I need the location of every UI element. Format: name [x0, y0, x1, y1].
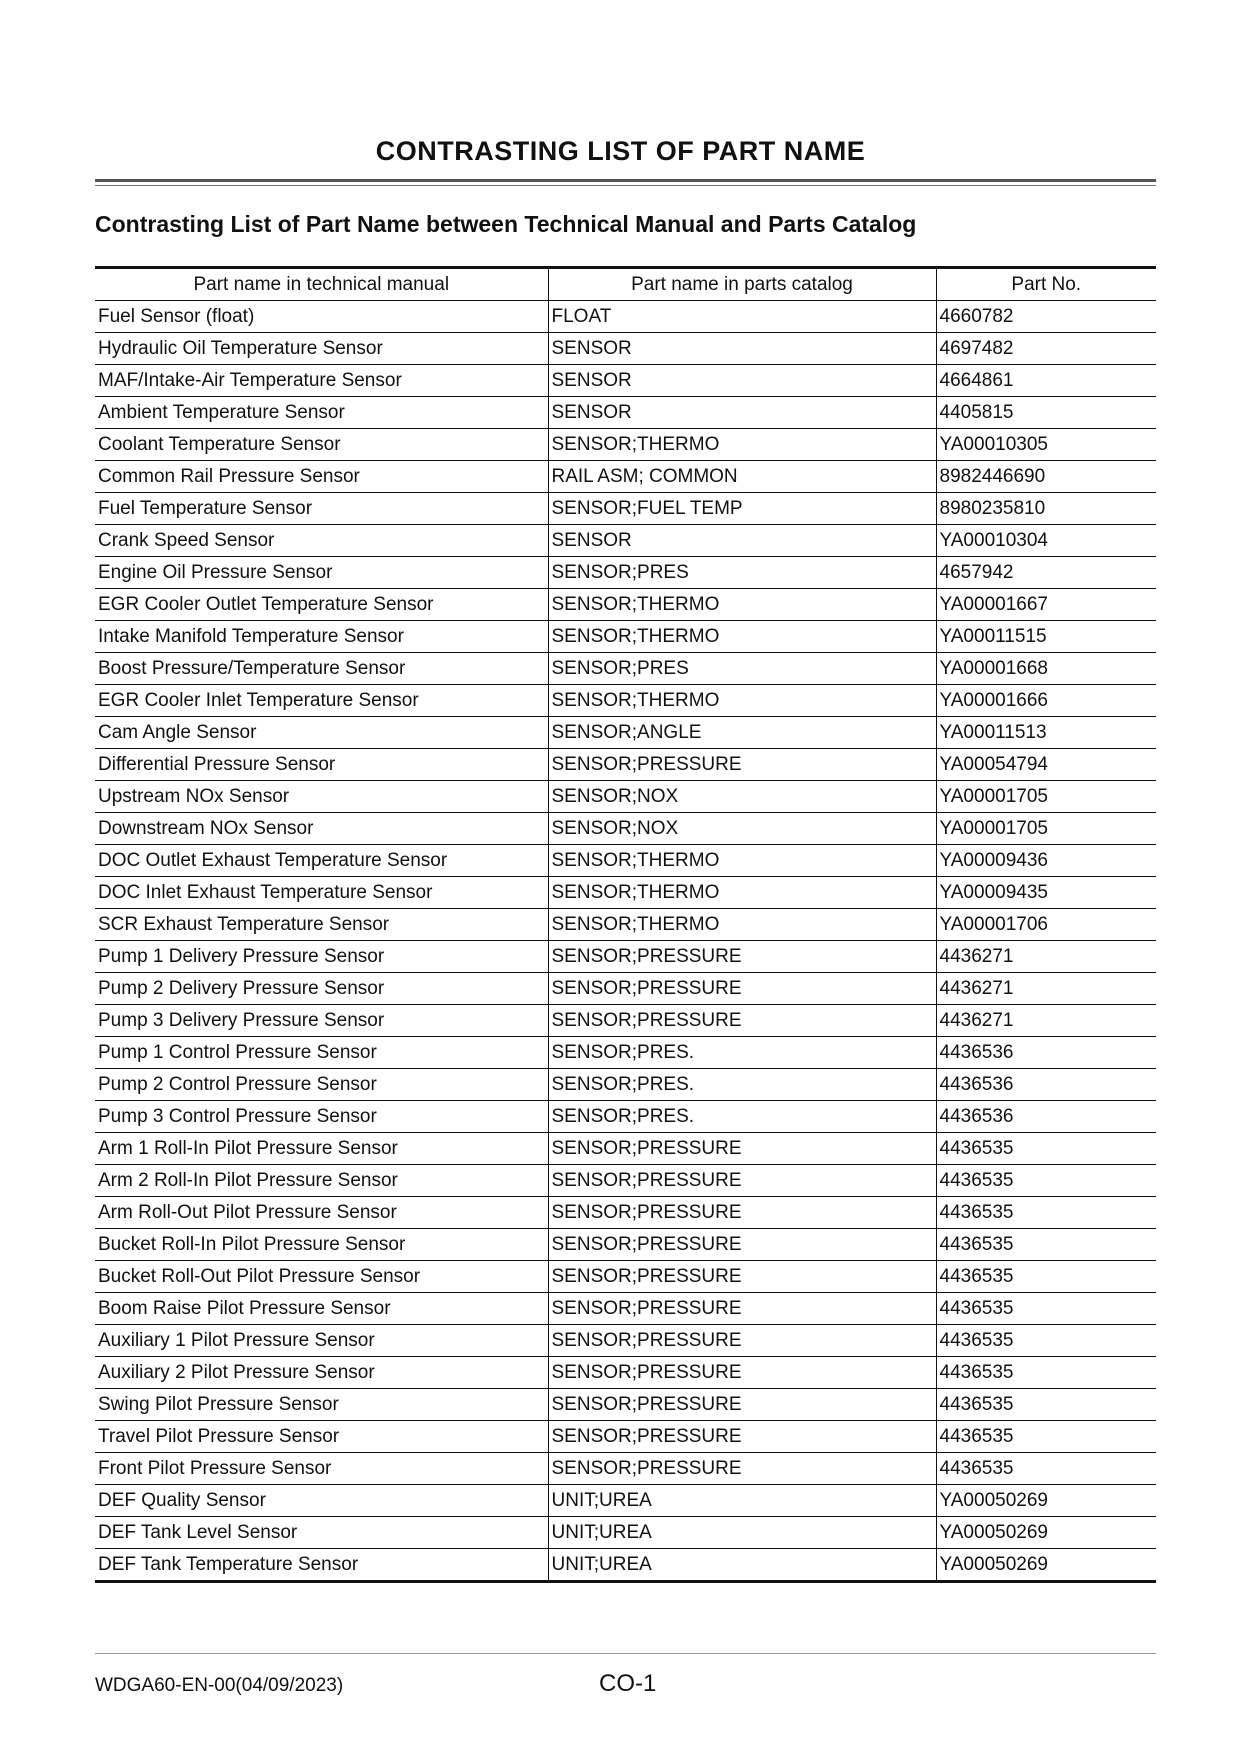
technical-manual-name-cell: Differential Pressure Sensor — [95, 749, 548, 781]
title-divider-thin — [95, 185, 1156, 186]
part-number-cell: YA00001666 — [936, 685, 1156, 717]
table-row — [95, 1133, 1156, 1165]
parts-catalog-name-cell: SENSOR;PRESSURE — [548, 1005, 936, 1037]
technical-manual-name-cell: Pump 1 Control Pressure Sensor — [95, 1037, 548, 1069]
technical-manual-name-cell: Pump 3 Delivery Pressure Sensor — [95, 1005, 548, 1037]
technical-manual-name-cell: Auxiliary 1 Pilot Pressure Sensor — [95, 1325, 548, 1357]
part-number-cell: 4436535 — [936, 1133, 1156, 1165]
parts-catalog-name-cell: SENSOR — [548, 333, 936, 365]
part-number-cell: YA00001667 — [936, 589, 1156, 621]
part-number-cell: YA00054794 — [936, 749, 1156, 781]
table-row — [95, 717, 1156, 749]
technical-manual-name-cell: Crank Speed Sensor — [95, 525, 548, 557]
table-row — [95, 365, 1156, 397]
technical-manual-name-cell: Front Pilot Pressure Sensor — [95, 1453, 548, 1485]
parts-catalog-name-cell: UNIT;UREA — [548, 1517, 936, 1549]
technical-manual-name-cell: Travel Pilot Pressure Sensor — [95, 1421, 548, 1453]
table-row — [95, 877, 1156, 909]
parts-catalog-name-cell: SENSOR;PRESSURE — [548, 1293, 936, 1325]
table-row — [95, 1549, 1156, 1582]
part-number-cell: 4664861 — [936, 365, 1156, 397]
part-number-cell: 4436271 — [936, 941, 1156, 973]
table-row — [95, 1357, 1156, 1389]
table-row — [95, 621, 1156, 653]
parts-catalog-name-cell: UNIT;UREA — [548, 1549, 936, 1582]
part-number-cell: 4436535 — [936, 1165, 1156, 1197]
page-number: CO-1 — [599, 1670, 657, 1697]
part-number-cell: YA00011515 — [936, 621, 1156, 653]
part-number-cell: YA00001706 — [936, 909, 1156, 941]
part-number-cell: 4436535 — [936, 1293, 1156, 1325]
parts-catalog-name-cell: SENSOR;PRESSURE — [548, 1261, 936, 1293]
table-row — [95, 973, 1156, 1005]
technical-manual-name-cell: Arm 2 Roll-In Pilot Pressure Sensor — [95, 1165, 548, 1197]
part-number-cell: 4697482 — [936, 333, 1156, 365]
parts-catalog-name-cell: SENSOR;PRES. — [548, 1069, 936, 1101]
technical-manual-name-cell: DOC Outlet Exhaust Temperature Sensor — [95, 845, 548, 877]
technical-manual-name-cell: Coolant Temperature Sensor — [95, 429, 548, 461]
part-number-cell: YA00001705 — [936, 781, 1156, 813]
table-row — [95, 1165, 1156, 1197]
technical-manual-name-cell: Auxiliary 2 Pilot Pressure Sensor — [95, 1357, 548, 1389]
part-number-cell: YA00011513 — [936, 717, 1156, 749]
technical-manual-name-cell: Boom Raise Pilot Pressure Sensor — [95, 1293, 548, 1325]
section-heading: Contrasting List of Part Name between Technical Manual and Parts Catalog — [95, 211, 917, 237]
table-row — [95, 1389, 1156, 1421]
table-row — [95, 397, 1156, 429]
table-row — [95, 653, 1156, 685]
parts-catalog-name-cell: SENSOR;FUEL TEMP — [548, 493, 936, 525]
table-row — [95, 1037, 1156, 1069]
parts-catalog-name-cell: SENSOR;PRESSURE — [548, 1389, 936, 1421]
table-row — [95, 493, 1156, 525]
part-number-cell: 8982446690 — [936, 461, 1156, 493]
parts-catalog-name-cell: RAIL ASM; COMMON — [548, 461, 936, 493]
part-number-cell: 4436535 — [936, 1325, 1156, 1357]
parts-catalog-name-cell: UNIT;UREA — [548, 1485, 936, 1517]
header-part-number: Part No. — [936, 268, 1156, 301]
part-number-cell: YA00001705 — [936, 813, 1156, 845]
part-number-cell: 4660782 — [936, 301, 1156, 333]
table-row — [95, 333, 1156, 365]
technical-manual-name-cell: DEF Tank Level Sensor — [95, 1517, 548, 1549]
technical-manual-name-cell: Intake Manifold Temperature Sensor — [95, 621, 548, 653]
parts-catalog-name-cell: SENSOR;THERMO — [548, 621, 936, 653]
part-number-cell: YA00009435 — [936, 877, 1156, 909]
table-row — [95, 909, 1156, 941]
table-row — [95, 749, 1156, 781]
table-row — [95, 941, 1156, 973]
table-row — [95, 525, 1156, 557]
parts-catalog-name-cell: SENSOR — [548, 525, 936, 557]
part-number-cell: 4436271 — [936, 1005, 1156, 1037]
parts-catalog-name-cell: SENSOR;PRESSURE — [548, 749, 936, 781]
technical-manual-name-cell: DOC Inlet Exhaust Temperature Sensor — [95, 877, 548, 909]
technical-manual-name-cell: Pump 3 Control Pressure Sensor — [95, 1101, 548, 1133]
table-header-row — [95, 268, 1156, 301]
part-number-cell: 4405815 — [936, 397, 1156, 429]
part-number-cell: YA00050269 — [936, 1549, 1156, 1582]
part-number-cell: 4436535 — [936, 1389, 1156, 1421]
title-divider-thick — [95, 179, 1156, 182]
parts-catalog-name-cell: SENSOR;PRESSURE — [548, 1357, 936, 1389]
parts-catalog-name-cell: SENSOR;PRESSURE — [548, 941, 936, 973]
technical-manual-name-cell: Common Rail Pressure Sensor — [95, 461, 548, 493]
table-row — [95, 1485, 1156, 1517]
part-number-cell: 4436536 — [936, 1069, 1156, 1101]
technical-manual-name-cell: Cam Angle Sensor — [95, 717, 548, 749]
part-number-cell: 4436271 — [936, 973, 1156, 1005]
parts-catalog-name-cell: SENSOR — [548, 365, 936, 397]
part-number-cell: YA00009436 — [936, 845, 1156, 877]
part-number-cell: YA00050269 — [936, 1485, 1156, 1517]
parts-catalog-name-cell: SENSOR;THERMO — [548, 429, 936, 461]
table-row — [95, 1517, 1156, 1549]
part-number-cell: YA00010304 — [936, 525, 1156, 557]
parts-catalog-name-cell: FLOAT — [548, 301, 936, 333]
parts-catalog-name-cell: SENSOR;PRES. — [548, 1101, 936, 1133]
table-row — [95, 1101, 1156, 1133]
technical-manual-name-cell: DEF Tank Temperature Sensor — [95, 1549, 548, 1582]
technical-manual-name-cell: Downstream NOx Sensor — [95, 813, 548, 845]
parts-catalog-name-cell: SENSOR;PRESSURE — [548, 973, 936, 1005]
footer-divider — [95, 1653, 1156, 1654]
technical-manual-name-cell: MAF/Intake-Air Temperature Sensor — [95, 365, 548, 397]
parts-catalog-name-cell: SENSOR;THERMO — [548, 845, 936, 877]
parts-catalog-name-cell: SENSOR;NOX — [548, 813, 936, 845]
part-number-cell: 4436535 — [936, 1421, 1156, 1453]
parts-catalog-name-cell: SENSOR;THERMO — [548, 685, 936, 717]
table-row — [95, 1229, 1156, 1261]
part-number-cell: 4436535 — [936, 1261, 1156, 1293]
table-row — [95, 1069, 1156, 1101]
technical-manual-name-cell: Fuel Sensor (float) — [95, 301, 548, 333]
part-number-cell: YA00050269 — [936, 1517, 1156, 1549]
parts-catalog-name-cell: SENSOR;PRESSURE — [548, 1197, 936, 1229]
table-row — [95, 1421, 1156, 1453]
parts-catalog-name-cell: SENSOR — [548, 397, 936, 429]
parts-catalog-name-cell: SENSOR;PRES — [548, 557, 936, 589]
parts-catalog-name-cell: SENSOR;PRESSURE — [548, 1165, 936, 1197]
part-number-cell: 8980235810 — [936, 493, 1156, 525]
table-row — [95, 1261, 1156, 1293]
parts-catalog-name-cell: SENSOR;PRESSURE — [548, 1453, 936, 1485]
table-row — [95, 1005, 1156, 1037]
technical-manual-name-cell: Fuel Temperature Sensor — [95, 493, 548, 525]
table-row — [95, 429, 1156, 461]
page-title: CONTRASTING LIST OF PART NAME — [375, 136, 866, 166]
table-row — [95, 1293, 1156, 1325]
technical-manual-name-cell: Arm Roll-Out Pilot Pressure Sensor — [95, 1197, 548, 1229]
parts-catalog-name-cell: SENSOR;NOX — [548, 781, 936, 813]
parts-table — [95, 266, 1156, 1583]
technical-manual-name-cell: Pump 2 Control Pressure Sensor — [95, 1069, 548, 1101]
part-number-cell: 4657942 — [936, 557, 1156, 589]
technical-manual-name-cell: Upstream NOx Sensor — [95, 781, 548, 813]
table-row — [95, 301, 1156, 333]
table-row — [95, 685, 1156, 717]
technical-manual-name-cell: Arm 1 Roll-In Pilot Pressure Sensor — [95, 1133, 548, 1165]
table-row — [95, 1453, 1156, 1485]
part-number-cell: 4436536 — [936, 1101, 1156, 1133]
parts-catalog-name-cell: SENSOR;THERMO — [548, 909, 936, 941]
part-number-cell: 4436535 — [936, 1453, 1156, 1485]
header-parts-catalog-name: Part name in parts catalog — [548, 268, 936, 301]
part-number-cell: 4436535 — [936, 1357, 1156, 1389]
technical-manual-name-cell: EGR Cooler Outlet Temperature Sensor — [95, 589, 548, 621]
technical-manual-name-cell: Hydraulic Oil Temperature Sensor — [95, 333, 548, 365]
parts-catalog-name-cell: SENSOR;PRESSURE — [548, 1133, 936, 1165]
technical-manual-name-cell: Boost Pressure/Temperature Sensor — [95, 653, 548, 685]
technical-manual-name-cell: Bucket Roll-In Pilot Pressure Sensor — [95, 1229, 548, 1261]
technical-manual-name-cell: DEF Quality Sensor — [95, 1485, 548, 1517]
parts-catalog-name-cell: SENSOR;PRES. — [548, 1037, 936, 1069]
parts-catalog-name-cell: SENSOR;PRESSURE — [548, 1229, 936, 1261]
parts-catalog-name-cell: SENSOR;THERMO — [548, 877, 936, 909]
technical-manual-name-cell: Ambient Temperature Sensor — [95, 397, 548, 429]
table-row — [95, 781, 1156, 813]
table-row — [95, 813, 1156, 845]
parts-catalog-name-cell: SENSOR;PRESSURE — [548, 1325, 936, 1357]
technical-manual-name-cell: Swing Pilot Pressure Sensor — [95, 1389, 548, 1421]
table-row — [95, 461, 1156, 493]
parts-catalog-name-cell: SENSOR;THERMO — [548, 589, 936, 621]
technical-manual-name-cell: Pump 1 Delivery Pressure Sensor — [95, 941, 548, 973]
technical-manual-name-cell: EGR Cooler Inlet Temperature Sensor — [95, 685, 548, 717]
table-row — [95, 557, 1156, 589]
technical-manual-name-cell: Pump 2 Delivery Pressure Sensor — [95, 973, 548, 1005]
part-number-cell: YA00010305 — [936, 429, 1156, 461]
header-technical-manual-name: Part name in technical manual — [95, 268, 548, 301]
table-row — [95, 1197, 1156, 1229]
parts-catalog-name-cell: SENSOR;ANGLE — [548, 717, 936, 749]
part-number-cell: 4436536 — [936, 1037, 1156, 1069]
part-number-cell: 4436535 — [936, 1229, 1156, 1261]
technical-manual-name-cell: Engine Oil Pressure Sensor — [95, 557, 548, 589]
parts-table-body — [95, 301, 1156, 1582]
technical-manual-name-cell: SCR Exhaust Temperature Sensor — [95, 909, 548, 941]
parts-catalog-name-cell: SENSOR;PRESSURE — [548, 1421, 936, 1453]
technical-manual-name-cell: Bucket Roll-Out Pilot Pressure Sensor — [95, 1261, 548, 1293]
footer-doc-code: WDGA60-EN-00(04/09/2023) — [95, 1675, 344, 1696]
table-row — [95, 589, 1156, 621]
part-number-cell: 4436535 — [936, 1197, 1156, 1229]
parts-catalog-name-cell: SENSOR;PRES — [548, 653, 936, 685]
table-row — [95, 845, 1156, 877]
part-number-cell: YA00001668 — [936, 653, 1156, 685]
table-row — [95, 1325, 1156, 1357]
